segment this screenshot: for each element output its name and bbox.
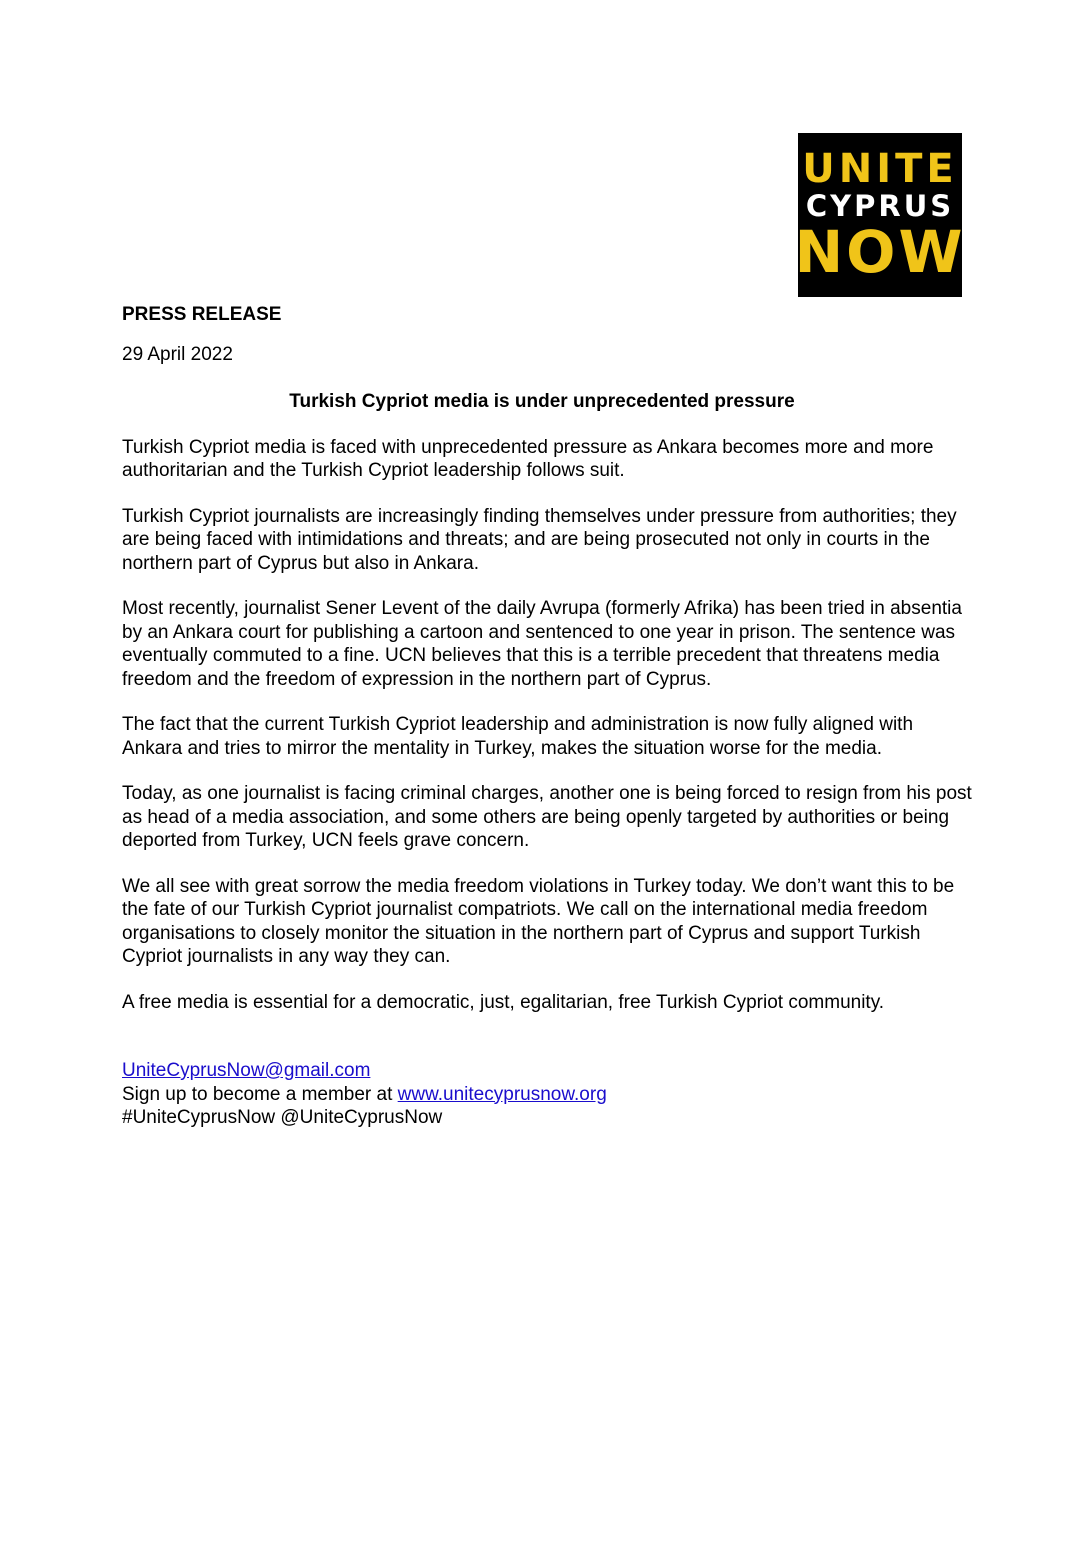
email-line bbox=[122, 1059, 972, 1083]
social-handles: #UniteCyprusNow @UniteCyprusNow bbox=[122, 1107, 443, 1128]
paragraph: We all see with great sorrow the media freedom violations in Turkey today. We don’t want this to be the fate of our Turkish Cypriot journalist compatriots. We call on the international media freedom organisations to closely monitor the situation in the northern part of Cyprus and support Turkish Cypriot journalists in any way they can. bbox=[122, 875, 955, 967]
email-link[interactable]: UniteCyprusNow@gmail.com bbox=[122, 1060, 371, 1081]
paragraph: Turkish Cypriot media is faced with unprecedented pressure as Ankara becomes more and more authoritarian and the Turkish Cypriot leadership follows suit. bbox=[122, 436, 934, 481]
document-heading: PRESS RELEASE bbox=[122, 304, 282, 325]
paragraph: The fact that the current Turkish Cypriot leadership and administration is now fully aligned with Ankara and tries to mirror the mentality in Turkey, makes the situation worse for the media. bbox=[122, 714, 914, 759]
release-title: Turkish Cypriot media is under unprecedented pressure bbox=[289, 391, 795, 412]
paragraph: A free media is essential for a democratic, just, egalitarian, free Turkish Cypriot community. bbox=[122, 991, 885, 1013]
website-link[interactable]: www.unitecyprusnow.org bbox=[397, 1083, 607, 1105]
unite-cyprus-now-logo bbox=[794, 133, 966, 297]
signup-text: Sign up to become a member at bbox=[122, 1083, 398, 1105]
signup-line bbox=[122, 1083, 972, 1107]
logo-line-unite: UNITE bbox=[802, 146, 958, 192]
logo-line-cyprus: CYPRUS bbox=[805, 189, 955, 223]
paragraph: Most recently, journalist Sener Levent of the daily Avrupa (formerly Afrika) has been tried in absentia by an Ankara court for publishing a cartoon and sentenced to one year in prison. The sentence was eventually commuted to a fine. UCN believes that this is a terrible precedent that threatens media freedom and the freedom of expression in the northern part of Cyprus. bbox=[122, 598, 962, 690]
release-date: 29 April 2022 bbox=[122, 343, 233, 365]
paragraph: Today, as one journalist is facing criminal charges, another one is being forced to resign from his post as head of a media association, and some others are being openly targeted by authorities or being deported from Turkey, UCN feels grave concern. bbox=[122, 783, 972, 851]
logo-line-now: NOW bbox=[794, 218, 966, 286]
press-release-body bbox=[122, 303, 972, 1130]
paragraph: Turkish Cypriot journalists are increasingly finding themselves under pressure from authorities; they are being faced with intimidations and threats; and are being prosecuted not only in courts in the northern part of Cyprus but also in Ankara. bbox=[122, 505, 957, 574]
contact-block bbox=[122, 1059, 972, 1130]
